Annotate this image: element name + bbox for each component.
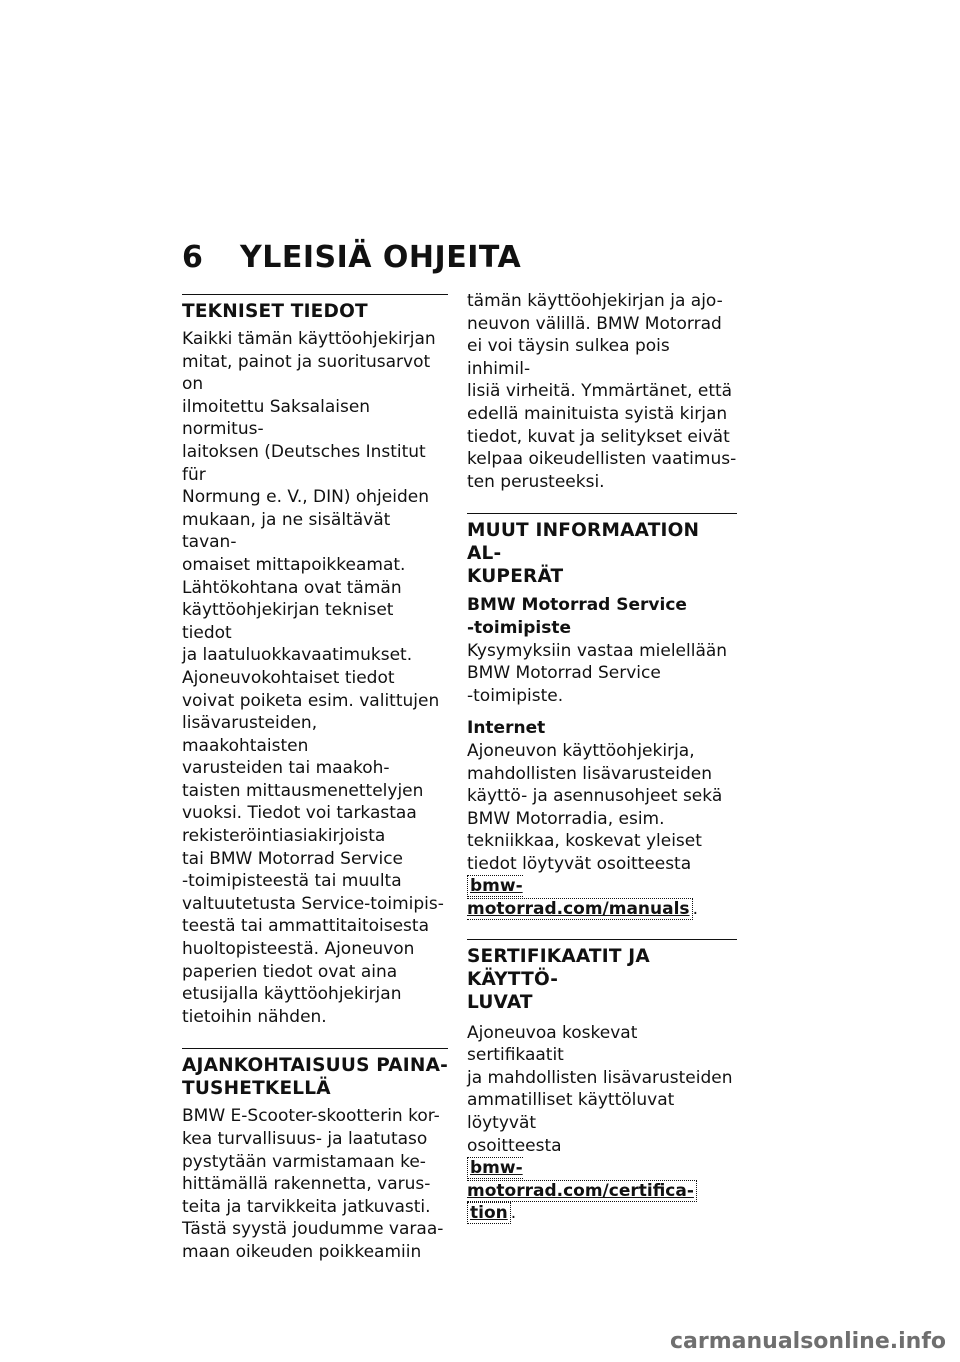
cert-link-line <box>467 1202 737 1225</box>
text-line: BMW Motorrad Service <box>467 663 661 684</box>
section-divider <box>467 513 737 514</box>
text-line: Ajoneuvon käyttöohjekirja, <box>467 740 695 761</box>
section-title-cert <box>467 945 737 1014</box>
text-line: käyttö- ja asennusohjeet sekä <box>467 786 723 807</box>
text-line: ammatilliset käyttöluvat löytyvät <box>467 1090 675 1134</box>
text-line: teestä tai ammattitaitoisesta <box>182 916 429 937</box>
tech-paragraph <box>182 328 448 1028</box>
cert-paragraph <box>467 1022 737 1225</box>
text-line: kea turvallisuus- ja laatutaso <box>182 1129 428 1149</box>
text-line: lisävarusteiden, maakohtaisten <box>182 713 318 756</box>
text-line: -toimipiste. <box>467 685 564 706</box>
text-line: mukaan, ja ne sisältävät tavan- <box>182 509 391 553</box>
text-line: vuoksi. Tiedot voi tarkastaa <box>182 803 417 824</box>
text-line: kelpaa oikeudellisten vaatimus- <box>467 449 737 470</box>
section-title-tech: TEKNISET TIEDOT <box>182 301 368 322</box>
section-title-line: KUPERÄT <box>467 566 564 588</box>
text-line: etusijalla käyttöohjekirjan <box>182 984 402 1005</box>
text-line: BMW E-Scooter-skootterin kor- <box>182 1106 440 1127</box>
text-line: ten perusteeksi. <box>467 471 605 492</box>
text-line: tietoihin nähden. <box>182 1006 327 1027</box>
left-column <box>182 294 448 1264</box>
service-paragraph <box>467 640 737 708</box>
text-line: mahdollisten lisävarusteiden <box>467 763 712 784</box>
text-line: ja mahdollisten lisävarusteiden <box>467 1067 733 1088</box>
right-column <box>467 291 737 1225</box>
text-line: käyttöohjekirjan tekniset tiedot <box>182 600 394 643</box>
text-line: Kysymyksiin vastaa mielellään <box>467 640 728 661</box>
chapter-number: 6 <box>182 240 204 275</box>
text-line: mitat, painot ja suoritusarvot on <box>182 351 431 395</box>
text-line: tiedot löytyvät osoitteesta <box>467 853 692 874</box>
section-title-line: TUSHETKELLÄ <box>182 1078 331 1100</box>
text-line: Normung e. V., DIN) ohjeiden <box>182 487 429 508</box>
section-title-current <box>182 1054 448 1100</box>
manuals-link[interactable]: bmw-motorrad.com/manuals <box>467 875 693 920</box>
current-paragraph <box>182 1105 448 1263</box>
text-line: -toimipisteestä tai muulta <box>182 871 402 892</box>
continued-paragraph <box>467 290 737 493</box>
text-line: maan oikeuden poikkeamiin <box>182 1241 422 1262</box>
cert-link-line <box>467 1157 737 1202</box>
watermark: carmanualsonline.info <box>670 1329 946 1354</box>
link-suffix: . <box>510 1203 517 1224</box>
section-title-line: LUVAT <box>467 991 533 1013</box>
text-line: osoitteesta <box>467 1135 562 1156</box>
section-title-line: SERTIFIKAATIT JA KÄYTTÖ- <box>467 945 650 990</box>
section-title-line: AJANKOHTAISUUS PAINA- <box>182 1055 448 1077</box>
text-line: neuvon välillä. BMW Motorrad <box>467 313 722 334</box>
text-line: laitoksen (Deutsches Institut für <box>182 441 426 485</box>
text-line: voivat poiketa esim. valittujen <box>182 690 440 711</box>
subsection-title-line: -toimipiste <box>467 617 572 638</box>
section-divider <box>182 1048 448 1049</box>
section-divider <box>467 939 737 940</box>
text-line: valtuutetusta Service-toimipis- <box>182 893 444 914</box>
text-line: tekniikkaa, koskevat yleiset <box>467 831 702 852</box>
text-line: Ajoneuvoa koskevat sertifikaatit <box>467 1022 638 1066</box>
text-line: rekisteröintiasiakirjoista <box>182 826 386 847</box>
section-title-line: MUUT INFORMAATION AL- <box>467 520 700 565</box>
text-line: BMW Motorradia, esim. <box>467 808 665 829</box>
text-line: ilmoitettu Saksalaisen normitus- <box>182 396 371 440</box>
text-line: Lähtökohtana ovat tämän <box>182 577 402 598</box>
chapter-title-text: YLEISIÄ OHJEITA <box>240 240 522 275</box>
internet-paragraph <box>467 740 737 921</box>
certification-link-cont[interactable]: tion <box>467 1202 511 1224</box>
text-line: omaiset mittapoikkeamat. <box>182 554 406 575</box>
manuals-link-line <box>467 875 737 920</box>
text-line: ja laatuluokkavaatimukset. <box>182 645 413 666</box>
link-suffix: . <box>692 899 698 920</box>
section-divider <box>182 294 448 295</box>
certification-link[interactable]: bmw-motorrad.com/certifica- <box>467 1157 697 1202</box>
text-line: tämän käyttöohjekirjan ja ajo- <box>467 291 723 311</box>
text-line: taisten mittausmenettelyjen <box>182 780 424 801</box>
text-line: Kaikki tämän käyttöohjekirjan <box>182 329 436 349</box>
text-line: hittämällä rakennetta, varus- <box>182 1174 431 1195</box>
text-line: edellä mainituista syistä kirjan <box>467 403 728 424</box>
subsection-title-internet: Internet <box>467 718 546 739</box>
text-line: teita ja tarvikkeita jatkuvasti. <box>182 1196 431 1217</box>
text-line: pystytään varmistamaan ke- <box>182 1151 426 1172</box>
text-line: tiedot, kuvat ja selitykset eivät <box>467 426 730 447</box>
subsection-title-line: BMW Motorrad Service <box>467 595 687 616</box>
text-line: Tästä syystä joudumme varaa- <box>182 1219 444 1240</box>
text-line: varusteiden tai maakoh- <box>182 758 390 779</box>
chapter-title <box>182 240 521 275</box>
text-line: lisiä virheitä. Ymmärtänet, että <box>467 381 733 402</box>
subsection-title-service <box>467 594 737 639</box>
section-title-info <box>467 519 737 588</box>
text-line: paperien tiedot ovat aina <box>182 961 398 982</box>
text-line: Ajoneuvokohtaiset tiedot <box>182 667 395 688</box>
text-line: huoltopisteestä. Ajoneuvon <box>182 939 415 960</box>
text-line: tai BMW Motorrad Service <box>182 848 404 869</box>
text-line: ei voi täysin sulkea pois inhimil- <box>467 336 670 379</box>
